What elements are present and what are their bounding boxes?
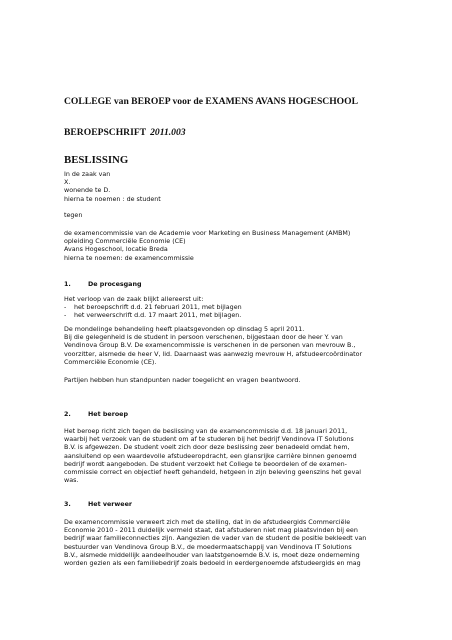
text-line: Bij die gelegenheid is de student in persoon verschenen, bijgestaan door de heer Y. van [64,334,343,342]
text-line: waarbij het verzoek van de student om af te studeren bij het bedrijf Vendinova IT Solutions [64,436,354,444]
section-3-title: Het verweer [88,501,133,508]
section-1-paragraph-1 [64,326,444,367]
section-1-proceedings [64,296,444,321]
list-item-text: het beroepschrift d.d. 21 februari 2011, met bijlagen [74,304,242,312]
respondent-line: hierna te noemen: de examencommissie [64,254,194,262]
appeal-heading [64,127,186,138]
bullet-dash: - [64,312,67,320]
appeal-number: 2011.003 [150,127,186,138]
respondent-line: opleiding Commerciële Economie (CE) [64,238,186,246]
text-line: Vendinova Group B.V. De examencommissie is verschenen in de personen van mevrouw B., [64,342,356,350]
text-line: De mondelinge behandeling heeft plaatsgevonden op dinsdag 5 april 2011. [64,326,305,333]
section-1-title: De procesgang [88,281,142,288]
section-2-paragraph [64,428,444,485]
section-2-heading [64,411,128,418]
text-line: voorzitter, alsmede de heer V, lid. Daarnaast was aanwezig mevrouw H, afstudeercoördinator [64,350,363,358]
text-line: Commerciële Economie (CE). [64,358,157,366]
text-line: aansluitend op een waardevolle afstudeeropdracht, een glansrijke carrière binnen genoemd [64,452,357,460]
case-line: X. [64,179,71,187]
list-item [64,312,444,320]
section-2-title: Het beroep [88,411,129,418]
text-line: commissie correct en objectief heeft gehandeld, hetgeen in zijn beleving geenszins het geval [64,469,361,477]
text-line: B.V., alsmede middellijk aandeelhouder van laatstgenoemde B.V. is, moet deze onderneming [64,551,360,559]
bullet-dash: - [64,304,67,312]
respondent-line: de examencommissie van de Academie voor Marketing en Business Management (AMBM) [64,230,351,237]
text-line: was. [64,477,79,485]
text-line: bedrijf waar familieconnecties zijn. Aangezien de vader van de student de positie bekleedt van [64,535,367,543]
against-text: tegen [64,212,83,219]
text-line: worden gezien als een familiebedrijf zoals bedoeld in eerdergenoemde afstudeergids en mag [64,560,361,568]
text-line: bedrijf wordt aangeboden. De student verzoekt het College te beoordelen of de examen- [64,460,347,468]
case-parties [64,171,444,204]
section-3-heading [64,501,132,508]
appeal-label: BEROEPSCHRIFT [64,127,147,138]
decision-heading: BESLISSING [64,154,129,166]
section-1-heading [64,281,142,288]
text-line: Het beroep richt zich tegen de beslissing van de examencommissie d.d. 18 januari 2011, [64,428,348,435]
respondent-block [64,230,444,263]
section-3-paragraph [64,519,444,568]
section-1-number: 1. [64,281,71,288]
text-line: De examencommissie verweert zich met de stelling, dat in de afstudeergids Commerciële [64,519,351,526]
document-title: COLLEGE van BEROEP voor de EXAMENS AVANS HOGESCHOOL [64,96,359,107]
text-line: Economie 2010 - 2011 duidelijk vermeld staat, dat afstuderen niet mag plaatsvinden bij een [64,527,358,535]
against-label [64,212,444,220]
case-line: In de zaak van [64,171,111,178]
case-line: wonende te D. [64,187,111,195]
text-line: B.V. is afgewezen. De student voelt zich door deze beslissing zeer benadeeld omdat hem, [64,444,350,452]
section-3-number: 3. [64,501,71,508]
list-item-text: het verweerschrift d.d. 17 maart 2011, met bijlagen. [74,312,242,320]
text-line: bestuurder van Vendinova Group B.V., de moedermaatschappij van Vendinova IT Solutions [64,543,352,551]
case-line: hierna te noemen : de student [64,195,161,203]
text-line: Partijen hebben hun standpunten nader toegelicht en vragen beantwoord. [64,377,301,384]
respondent-line: Avans Hogeschool, locatie Breda [64,246,168,254]
list-item [64,304,444,312]
section-1-intro: Het verloop van de zaak blijkt allereerst uit: [64,296,204,303]
section-1-paragraph-2 [64,377,444,385]
section-2-number: 2. [64,411,71,418]
